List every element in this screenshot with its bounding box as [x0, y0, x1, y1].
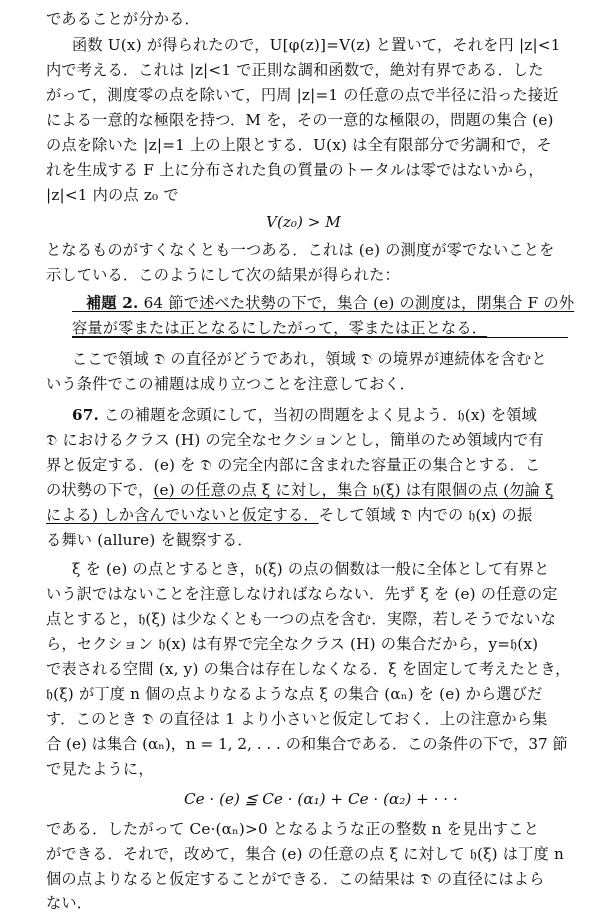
section-text: この補題を念頭にして，当初の問題をよく見よう．𝔥(x) を領域 — [104, 406, 537, 424]
text-line: 合 (e) は集合 (αₙ)，n = 1, 2, . . . の和集合である．この条件の下で，37 節 — [46, 735, 568, 753]
text-line: れを生成する F 上に分布された負の質量のトータルは零ではないから， — [46, 161, 544, 179]
text-line: であることが分かる． — [46, 10, 200, 28]
text-line: の点を除いた |z|=1 上の上限とする．U(x) は全有限部分で劣調和で，そ — [46, 136, 552, 154]
text-line: ここで領域 𝔇 の直径がどうであれ，領域 𝔇 の境界が連続体を含むと — [72, 350, 547, 368]
text-line: る舞い (allure) を観察する． — [46, 531, 253, 549]
text-line: ない． — [46, 894, 93, 912]
text-line: がって，測度零の点を除いて，円周 |z|=1 の任意の点で半径に沿った接近 — [46, 86, 559, 104]
lemma-underline — [72, 311, 568, 312]
lemma-underline — [72, 337, 568, 338]
text-line: す．このとき 𝔇 の直径は 1 より小さいと仮定しておく．上の注意から集 — [46, 710, 548, 728]
section-line — [72, 404, 568, 426]
lemma-label: 補題 2. — [86, 294, 139, 312]
text-line — [46, 479, 568, 501]
display-equation: V(z₀) > M — [266, 213, 341, 231]
text-line: いう訳ではないことを注意しなければならない．先ず ξ を (e) の任意の定 — [46, 585, 558, 603]
text-line: で見たように， — [46, 760, 154, 778]
text-line — [46, 504, 568, 526]
text-line: 𝔥(ξ) が丁度 n 個の点よりなるような点 ξ の集合 (αₙ) を (e) から選びだ — [46, 685, 543, 703]
text-line: となるものがすくなくとも一つある．これは (e) の測度が零でないことを — [46, 241, 555, 259]
text-line: で表される空間 (x, y) の集合は存在しなくなる．ξ を固定して考えたとき， — [46, 660, 571, 678]
text-line: いう条件でこの補題は成り立つことを注意しておく． — [46, 375, 415, 393]
text-line: ができる．それで，改めて，集合 (e) の任意の点 ξ に対して 𝔥(ξ) は丁度 n — [46, 845, 564, 863]
text-line: である．したがって Ce·(αₙ)>0 となるような正の整数 n を見出すこと — [46, 820, 540, 838]
text-line: 個の点よりなると仮定することができる．この結果は 𝔇 の直径にはよら — [46, 870, 545, 888]
lemma-text: 容量が零または正となるにしたがって，零または正となる． — [72, 319, 488, 337]
display-equation: Ce · (e) ≦ Ce · (α₁) + Ce · (α₂) + · · · — [184, 790, 458, 808]
section-number: 67. — [72, 406, 100, 424]
text-line: 界と仮定する．(e) を 𝔇 の完全内部に含まれた容量正の集合とする．こ — [46, 456, 541, 474]
text-line: 函数 U(x) が得られたので，U[φ(z)]=V(z) と置いて，それを円 |z|<1 — [72, 36, 561, 54]
text-line: 点とすると，𝔥(ξ) は少なくとも一つの点を含む．実際，若しそうでないな — [46, 610, 556, 628]
text-line: ら，セクション 𝔥(x) は有界で完全なクラス (H) の集合だから，y=𝔥(x) — [46, 635, 539, 653]
text-line: ξ を (e) の点とするとき，𝔥(ξ) の点の個数は一般に全体として有界と — [72, 560, 550, 578]
text-line: |z|<1 内の点 z₀ で — [46, 186, 179, 204]
text-line: 内で考える．これは |z|<1 で正則な調和函数で，絶対有界である．した — [46, 61, 544, 79]
text-span: そして領域 𝔇 内での 𝔥(x) の振 — [318, 506, 533, 524]
text-span: の状勢の下で， — [46, 481, 154, 499]
text-line: 示している．このようにして次の結果が得られた： — [46, 266, 400, 284]
underlined-assumption: による) しか含んでいないと仮定する． — [46, 506, 319, 524]
text-line: による一意的な極限を持つ．M を，その一意的な極限の，問題の集合 (e) — [46, 111, 554, 129]
lemma-text: 64 節で述べた状勢の下で，集合 (e) の測度は，閉集合 F の外 — [143, 294, 575, 312]
text-line: 𝔇 におけるクラス (H) の完全なセクションとし，簡単のため領域内で有 — [46, 431, 544, 449]
lemma-line — [72, 317, 568, 339]
underlined-assumption: (e) の任意の点 ξ に対し，集合 𝔥(ξ) は有限個の点 (勿論 ξ — [153, 481, 554, 499]
